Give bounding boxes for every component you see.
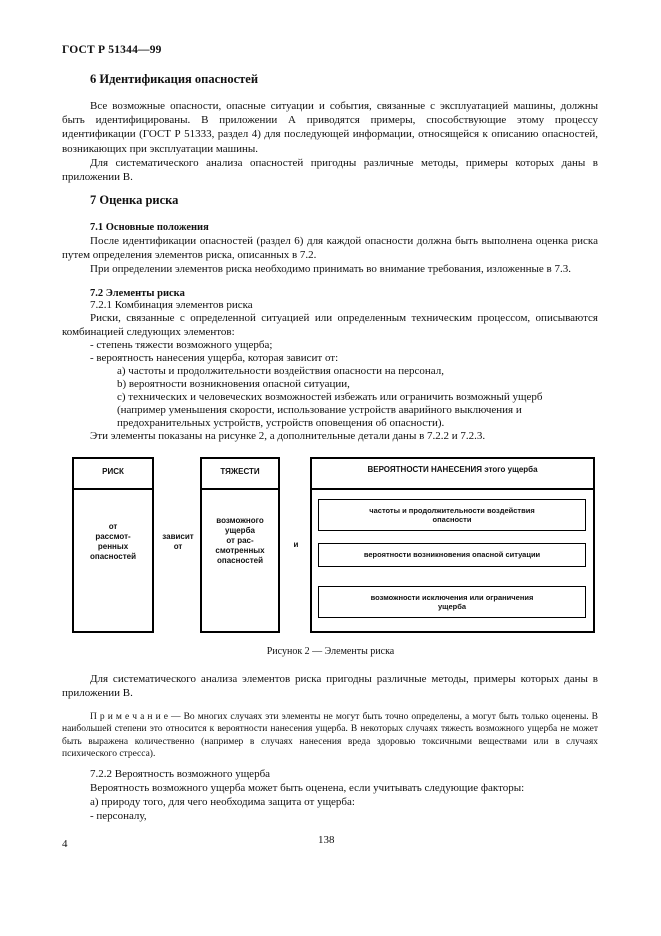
subsection-7-2-1-paragraph: Риски, связанные с определенной ситуацией или определенным техническим процессом, описываются комбинацией следующих элементов:	[62, 312, 598, 339]
subsection-7-1-paragraph-2: При определении элементов риска необходимо принимать во внимание требования, изложенные в 7.3.	[90, 263, 572, 275]
note-paragraph: П р и м е ч а н и е — Во многих случаях эти элементы не могут быть точно определены, а могут быть только оценены. В наибольшей степени это относится к вероятности нанесения ущерба. В некоторых случаях тяжесть возможного ущерба не может быть выражена количественно (например в случаях нанесения вреда здоровью токсичными веществами или в случаях психического стресса).	[62, 712, 598, 760]
subsection-7-2-2-title: 7.2.2 Вероятность возможного ущерба	[90, 768, 271, 780]
probability-item-avoidance: возможности исключения или ограничения ущерба	[318, 586, 586, 618]
probability-item-occurrence: вероятности возникновения опасной ситуации	[318, 543, 586, 567]
list-item-probability: - вероятность нанесения ущерба, которая зависит от:	[90, 352, 339, 364]
probability-box-divider	[310, 488, 595, 490]
risk-box-divider	[72, 488, 154, 490]
sublist-item-c-line-3: предохранительных устройств, устройств оповещения об опасности).	[117, 417, 445, 429]
subsection-7-2-2-dash-item: - персоналу,	[90, 810, 147, 822]
sublist-item-c-line-2: (например уменьшения скорости, использование устройств аварийного выключения и	[117, 404, 522, 416]
subsection-7-2-2-paragraph: Вероятность возможного ущерба может быть оценена, если учитывать следующие факторы:	[90, 782, 525, 794]
page-number-left: 4	[62, 838, 68, 850]
section-6-paragraph-1: Все возможные опасности, опасные ситуации и события, связанные с эксплуатацией машины, должны быть идентифицированы. В приложении А приводятся примеры, способствующие этому процессу идентификации (ГОСТ Р 51333, раздел 4) для последующей информации, относящейся к описанию опасностей, возникающих при эксплуатации машины.	[62, 100, 598, 155]
severity-box-body: возможного ущерба от рас- смотренных опасностей	[215, 516, 265, 565]
subsection-7-2-2-item-a: а) природу того, для чего необходима защита от ущерба:	[90, 796, 355, 808]
depends-label: зависит от	[162, 532, 194, 551]
sublist-item-c-line-1: c) технических и человеческих возможностей избежать или ограничить возможный ущерб	[117, 391, 543, 403]
risk-box-body: от рассмот- ренных опасностей	[90, 522, 136, 561]
section-6-title: 6 Идентификация опасностей	[90, 72, 259, 86]
sublist-item-a: a) частоты и продолжительности воздействия опасности на персонал,	[117, 365, 444, 377]
subsection-7-1-title: 7.1 Основные положения	[90, 222, 209, 233]
subsection-7-1-paragraph-1: После идентификации опасностей (раздел 6) для каждой опасности должна быть выполнена оценка риска путем определения элементов риска, описанных в 7.2.	[62, 235, 598, 262]
section-6-paragraph-2: Для систематического анализа опасностей пригодны различные методы, примеры которых даны в приложении В.	[62, 157, 598, 184]
document-header: ГОСТ Р 51344—99	[62, 44, 162, 56]
probability-item-frequency: частоты и продолжительности воздействия опасности	[318, 499, 586, 531]
severity-box-divider	[200, 488, 280, 490]
list-item-severity: - степень тяжести возможного ущерба;	[90, 339, 273, 351]
section-7-title: 7 Оценка риска	[90, 193, 179, 207]
subsection-7-2-title: 7.2 Элементы риска	[90, 288, 185, 299]
figure-reference-paragraph: Эти элементы показаны на рисунке 2, а дополнительные детали даны в 7.2.2 и 7.2.3.	[90, 430, 486, 442]
after-figure-paragraph: Для систематического анализа элементов риска пригодны различные методы, примеры которых даны в приложении В.	[62, 673, 598, 700]
subsection-7-2-1-title: 7.2.1 Комбинация элементов риска	[90, 299, 253, 311]
severity-box-title: ТЯЖЕСТИ	[220, 467, 260, 476]
sublist-item-b: b) вероятности возникновения опасной ситуации,	[117, 378, 350, 390]
figure-2-caption: Рисунок 2 — Элементы риска	[266, 646, 395, 657]
probability-box-title: ВЕРОЯТНОСТИ НАНЕСЕНИЯ этого ущерба	[367, 465, 538, 474]
page-number-center: 138	[318, 834, 335, 846]
and-label: и	[293, 540, 299, 549]
risk-box-title: РИСК	[102, 467, 124, 476]
